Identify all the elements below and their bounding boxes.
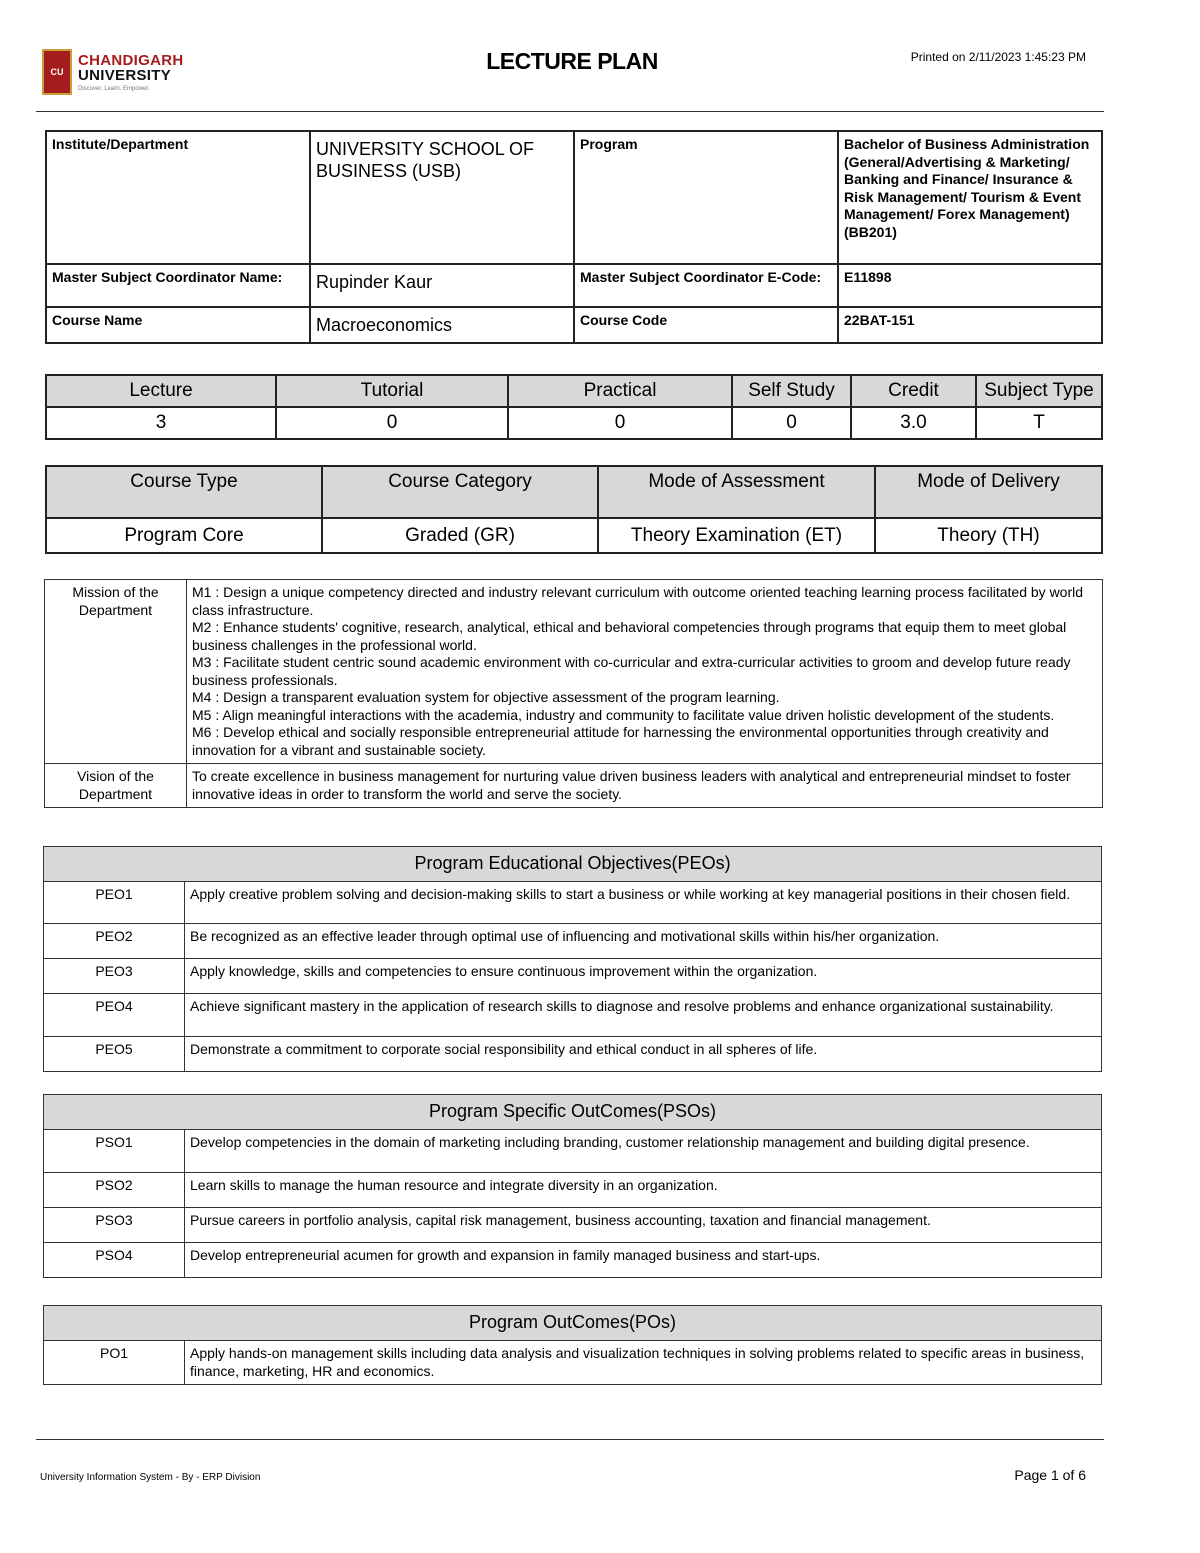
pso-code: PSO1 xyxy=(44,1130,185,1173)
ecode-value: E11898 xyxy=(838,264,1102,307)
header-divider xyxy=(36,111,1104,112)
logo-crest-icon: CU xyxy=(42,49,72,95)
peo-text: Be recognized as an effective leader through optimal use of influencing and motivational skills within his/her organization. xyxy=(185,924,1102,959)
course-code-value: 22BAT-151 xyxy=(838,307,1102,343)
printed-timestamp: Printed on 2/11/2023 1:45:23 PM xyxy=(910,50,1086,64)
credits-value-lecture: 3 xyxy=(46,407,276,439)
credits-value-credit: 3.0 xyxy=(851,407,976,439)
footer-divider xyxy=(36,1439,1104,1440)
peo-text: Apply creative problem solving and decision-making skills to start a business or while working at key managerial positions in their chosen field. xyxy=(185,882,1102,924)
mission-item: M6 : Develop ethical and socially responsible entrepreneurial attitude for harnessing the environmental opportunities through creativity and innovation for a vibrant and sustainable society. xyxy=(192,724,1049,758)
mission-list xyxy=(187,580,1103,764)
type-header-assessment: Mode of Assessment xyxy=(598,466,875,518)
credits-value-subject-type: T xyxy=(976,407,1102,439)
credits-value-practical: 0 xyxy=(508,407,732,439)
type-header-course-type: Course Type xyxy=(46,466,322,518)
coordinator-value: Rupinder Kaur xyxy=(310,264,574,307)
pso-table xyxy=(43,1094,1102,1278)
pso-text: Develop entrepreneurial acumen for growth and expansion in family managed business and start-ups. xyxy=(185,1243,1102,1278)
pso-code: PSO2 xyxy=(44,1173,185,1208)
program-label: Program xyxy=(574,131,838,264)
mission-item: M2 : Enhance students' cognitive, research, analytical, ethical and behavioral competencies through programs that equip them to meet global business challenges in the professional world. xyxy=(192,619,1067,653)
credits-table xyxy=(45,374,1103,440)
course-name-label: Course Name xyxy=(46,307,310,343)
mission-item: M5 : Align meaningful interactions with the academia, industry and community to facilitate value driven holistic development of the students. xyxy=(192,706,1055,723)
institute-label: Institute/Department xyxy=(46,131,310,264)
coordinator-label: Master Subject Coordinator Name: xyxy=(46,264,310,307)
credits-value-self-study: 0 xyxy=(732,407,851,439)
credits-header-practical: Practical xyxy=(508,375,732,407)
page-title: LECTURE PLAN xyxy=(486,48,658,74)
institute-value: UNIVERSITY SCHOOL OF BUSINESS (USB) xyxy=(310,131,574,264)
credits-header-self-study: Self Study xyxy=(732,375,851,407)
course-name-value: Macroeconomics xyxy=(310,307,574,343)
peo-code: PEO5 xyxy=(44,1037,185,1072)
logo-tagline: Discover. Learn. Empower. xyxy=(78,85,150,92)
mission-item: M4 : Design a transparent evaluation system for objective assessment of the program learning. xyxy=(192,689,780,705)
type-value-assessment: Theory Examination (ET) xyxy=(598,518,875,553)
type-value-course-type: Program Core xyxy=(46,518,322,553)
program-value: Bachelor of Business Administration (General/Advertising & Marketing/ Banking and Finance/ Insurance & Risk Management/ Tourism & Event Management/ Forex Management)(BB201) xyxy=(838,131,1102,264)
vision-label: Vision of the Department xyxy=(45,764,187,808)
type-header-delivery: Mode of Delivery xyxy=(875,466,1102,518)
credits-value-tutorial: 0 xyxy=(276,407,508,439)
pso-text: Pursue careers in portfolio analysis, capital risk management, business accounting, taxation and financial management. xyxy=(185,1208,1102,1243)
logo-name-line2: UNIVERSITY xyxy=(78,66,172,84)
peo-text: Apply knowledge, skills and competencies to ensure continuous improvement within the organization. xyxy=(185,959,1102,994)
logo-name-line1: CHANDIGARH xyxy=(78,51,184,69)
vision-text: To create excellence in business management for nurturing value driven business leaders with analytical and entrepreneurial mindset to foster innovative ideas in order to transform the world and serve the society. xyxy=(187,764,1103,808)
mission-item: M1 : Design a unique competency directed and industry relevant curriculum with outcome oriented teaching learning process facilitated by world class infrastructure. xyxy=(192,584,1084,618)
peo-code: PEO1 xyxy=(44,882,185,924)
po-title: Program OutComes(POs) xyxy=(44,1306,1102,1341)
type-value-delivery: Theory (TH) xyxy=(875,518,1102,553)
type-value-course-category: Graded (GR) xyxy=(322,518,598,553)
peo-table xyxy=(43,846,1102,1072)
footer-system-label: University Information System - By - ERP Division xyxy=(40,1472,261,1483)
peo-code: PEO3 xyxy=(44,959,185,994)
ecode-label: Master Subject Coordinator E-Code: xyxy=(574,264,838,307)
pso-code: PSO4 xyxy=(44,1243,185,1278)
credits-header-lecture: Lecture xyxy=(46,375,276,407)
mission-item: M3 : Facilitate student centric sound academic environment with co-curricular and extra-curricular activities to groom and develop future ready business professionals. xyxy=(192,654,1071,688)
peo-code: PEO4 xyxy=(44,994,185,1037)
credits-header-credit: Credit xyxy=(851,375,976,407)
pso-code: PSO3 xyxy=(44,1208,185,1243)
course-type-table xyxy=(45,465,1103,554)
peo-text: Achieve significant mastery in the application of research skills to diagnose and resolve problems and enhance organizational sustainability. xyxy=(185,994,1102,1037)
page-number: Page 1 of 6 xyxy=(1014,1467,1086,1483)
credits-header-tutorial: Tutorial xyxy=(276,375,508,407)
peo-title: Program Educational Objectives(PEOs) xyxy=(44,847,1102,882)
pso-text: Develop competencies in the domain of marketing including branding, customer relationship management and building digital presence. xyxy=(185,1130,1102,1173)
po-table xyxy=(43,1305,1102,1385)
pso-text: Learn skills to manage the human resource and integrate diversity in an organization. xyxy=(185,1173,1102,1208)
course-info-table xyxy=(45,130,1103,344)
mission-vision-table xyxy=(44,579,1103,808)
po-code: PO1 xyxy=(44,1341,185,1385)
course-code-label: Course Code xyxy=(574,307,838,343)
po-text: Apply hands-on management skills including data analysis and visualization techniques in solving problems related to specific areas in business, finance, marketing, HR and economics. xyxy=(185,1341,1102,1385)
credits-header-subject-type: Subject Type xyxy=(976,375,1102,407)
peo-text: Demonstrate a commitment to corporate social responsibility and ethical conduct in all spheres of life. xyxy=(185,1037,1102,1072)
pso-title: Program Specific OutComes(PSOs) xyxy=(44,1095,1102,1130)
type-header-course-category: Course Category xyxy=(322,466,598,518)
peo-code: PEO2 xyxy=(44,924,185,959)
mission-label: Mission of the Department xyxy=(45,580,187,764)
